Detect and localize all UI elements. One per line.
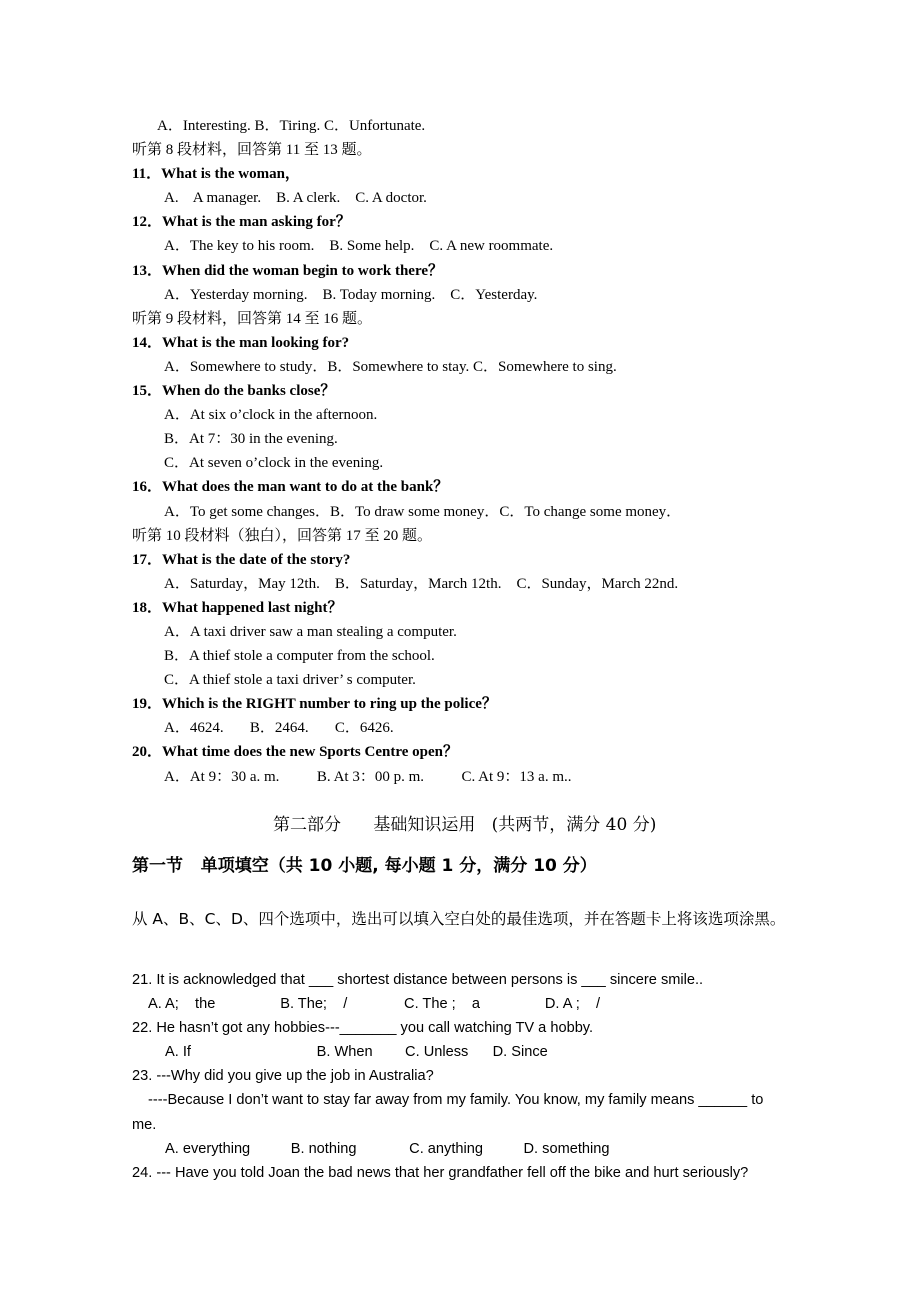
- option-line: C．A thief stole a taxi driver’ s computer.: [164, 672, 416, 689]
- option-line: A．A taxi driver saw a man stealing a computer.: [164, 623, 457, 640]
- option-line: A. everything B. nothing C. anything D. something: [165, 1140, 610, 1157]
- option-line: A. A; the B. The; / C. The ; a D. A ; /: [148, 996, 601, 1013]
- option-line: A．To get some changes．B．To draw some money．C．To change some money．: [164, 503, 682, 520]
- subsection-title: 第一节 单项填空（共 10 小题, 每小题 1 分，满分 10 分）: [132, 856, 597, 876]
- question-line: 12．What is the man asking for？: [132, 214, 351, 231]
- question-line: 21. It is acknowledged that ___ shortest distance between persons is ___ sincere smile..: [132, 972, 704, 988]
- option-line: A．At 9：30 a. m. B. At 3：00 p. m. C. At 9：13 a. m..: [164, 768, 572, 785]
- option-line: B．A thief stole a computer from the school.: [164, 648, 435, 665]
- option-line: A. If B. When C. Unless D. Since: [165, 1044, 548, 1061]
- question-line: 23. ---Why did you give up the job in Australia?: [132, 1068, 434, 1085]
- option-line: ----Because I don’t want to stay far away from my family. You know, my family means ______ to: [148, 1092, 764, 1109]
- option-line: A．Interesting. B．Tiring. C．Unfortunate.: [157, 118, 426, 134]
- section-instruction: 听第 10 段材料（独白），回答第 17 至 20 题。: [132, 527, 433, 544]
- option-line: A．The key to his room. B. Some help. C. A new roommate.: [164, 238, 554, 255]
- question-line: 17．What is the date of the story?: [132, 551, 351, 568]
- question-line: 16．What does the man want to do at the bank？: [132, 479, 449, 496]
- option-line: me.: [132, 1116, 157, 1133]
- option-line: A．At six o’clock in the afternoon.: [164, 407, 378, 424]
- option-line: A．Yesterday morning. B. Today morning. C．Yesterday.: [164, 286, 538, 303]
- option-line: A. A manager. B. A clerk. C. A doctor.: [164, 190, 427, 207]
- option-line: A．Somewhere to study．B．Somewhere to stay. C．Somewhere to sing.: [164, 358, 617, 375]
- listening-questions: [0, 114, 920, 789]
- section-instruction: 听第 9 段材料，回答第 14 至 16 题。: [132, 310, 373, 327]
- section-instruction: 听第 8 段材料，回答第 11 至 13 题。: [132, 142, 372, 159]
- option-line: A．4624. B．2464. C．6426.: [164, 720, 394, 737]
- question-line: 11．What is the woman，: [132, 166, 300, 183]
- section-title: 第二部分 基础知识运用 (共两节，满分 40 分): [273, 815, 657, 835]
- question-line: 18．What happened last night？: [132, 599, 343, 616]
- option-line: C．At seven o’clock in the evening.: [164, 455, 384, 472]
- question-line: 19．Which is the RIGHT number to ring up the police？: [132, 696, 497, 713]
- question-line: 20．What time does the new Sports Centre open？: [132, 744, 458, 761]
- question-line: 13．When did the woman begin to work there？: [132, 262, 443, 279]
- question-line: 24. --- Have you told Joan the bad news that her grandfather fell off the bike and hurt seriously?: [132, 1164, 749, 1181]
- multiple-choice-questions: [0, 968, 920, 1185]
- option-line: A．Saturday，May 12th. B．Saturday，March 12th. C．Sunday，March 22nd.: [164, 575, 679, 592]
- question-line: 22. He hasn’t got any hobbies---_______ you call watching TV a hobby.: [132, 1020, 594, 1037]
- instructions: 从 A、B、C、D、四个选项中，选出可以填入空白处的最佳选项，并在答题卡上将该选项涂黑。: [132, 910, 786, 928]
- option-line: B．At 7：30 in the evening.: [164, 431, 338, 448]
- question-line: 15．When do the banks close？: [132, 383, 336, 400]
- question-line: 14．What is the man looking for?: [132, 334, 350, 351]
